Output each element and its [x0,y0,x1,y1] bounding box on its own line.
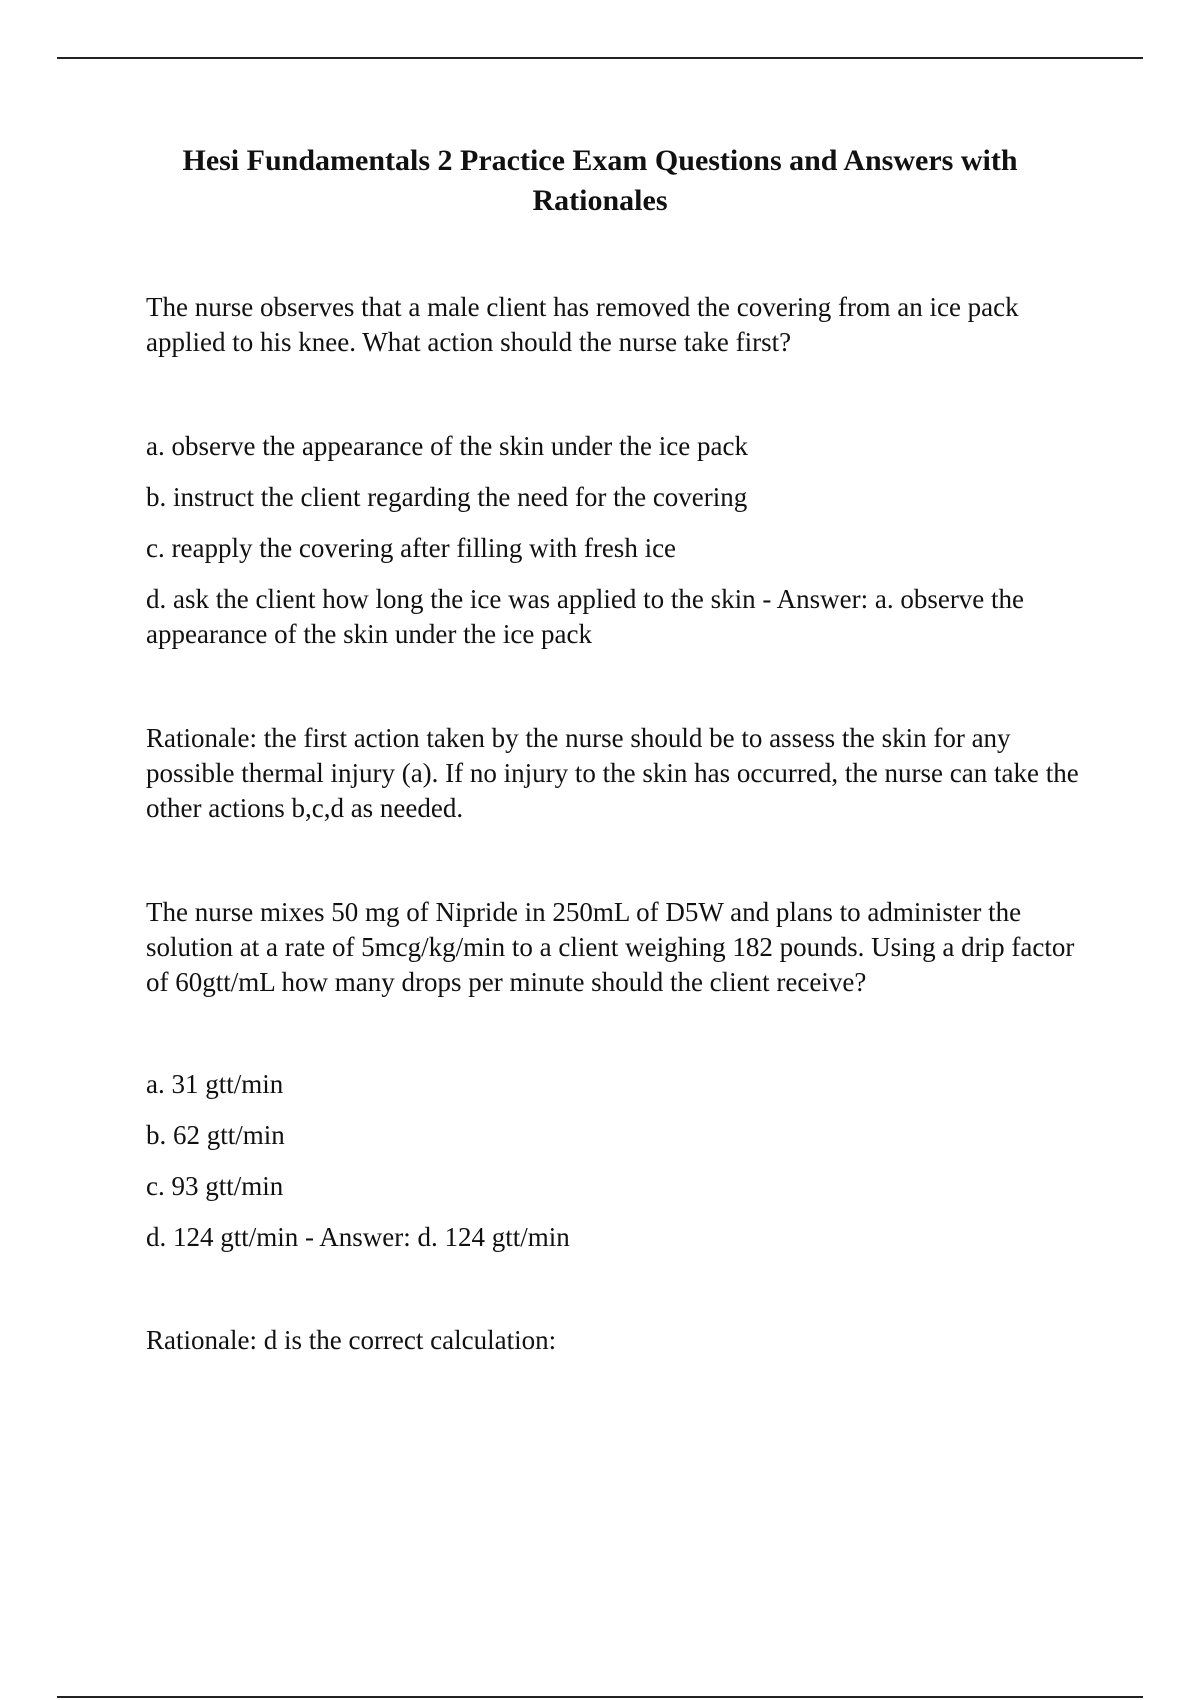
question-2-option-b: b. 62 gtt/min [146,1120,285,1150]
title-line-2: Rationales [532,184,668,217]
question-2-option-a: a. 31 gtt/min [146,1069,284,1099]
question-2-stem: The nurse mixes 50 mg of Nipride in 250mL of D5W and plans to administer the solution at a rate of 5mcg/kg/min to a client weighing 182 pounds. Using a drip factor of 60gtt/mL how many drops per minute should the client receive? [146,897,1075,997]
question-1-option-a: a. observe the appearance of the skin under the ice pack [146,431,748,461]
title-line-1: Hesi Fundamentals 2 Practice Exam Questions and Answers with [182,144,1018,177]
question-2-option-d-answer: d. 124 gtt/min - Answer: d. 124 gtt/min [146,1222,570,1252]
top-divider [57,57,1143,59]
question-1-stem: The nurse observes that a male client has removed the covering from an ice pack applied to his knee. What action should the nurse take first? [146,292,1019,357]
bottom-divider [57,1696,1143,1698]
question-1-option-d-answer: d. ask the client how long the ice was applied to the skin - Answer: a. observe the appearance of the skin under the ice pack [146,584,1025,649]
question-1-option-b: b. instruct the client regarding the need for the covering [146,482,748,512]
question-1-rationale: Rationale: the first action taken by the nurse should be to assess the skin for any possible thermal injury (a). If no injury to the skin has occurred, the nurse can take the other actions b,c,d as needed. [146,723,1079,823]
question-2-option-c: c. 93 gtt/min [146,1171,284,1201]
page-title [100,141,1100,221]
question-1-option-c: c. reapply the covering after filling with fresh ice [146,533,677,563]
question-2-rationale: Rationale: d is the correct calculation: [146,1325,557,1355]
